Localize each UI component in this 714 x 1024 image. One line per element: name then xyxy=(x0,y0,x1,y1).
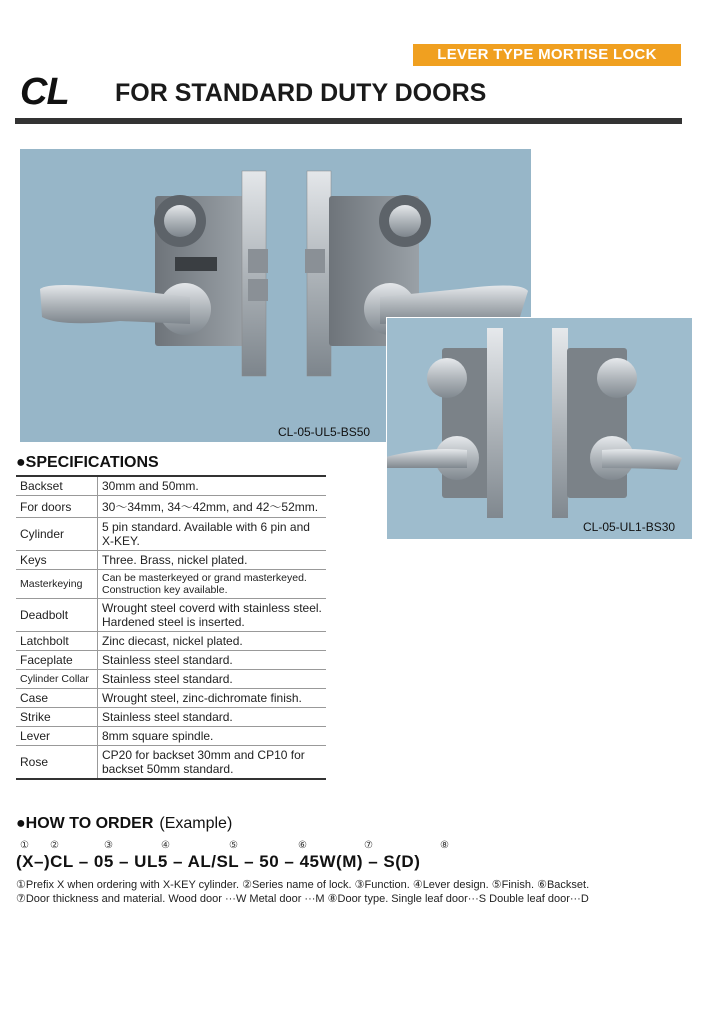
spec-row xyxy=(16,496,326,518)
series-logo: CL xyxy=(20,71,69,113)
spec-row xyxy=(16,632,326,651)
spec-value: Stainless steel standard. xyxy=(98,651,327,670)
spec-key: Case xyxy=(16,689,98,708)
spec-value: Wrought steel, zinc-dichromate finish. xyxy=(98,689,327,708)
spec-value: 30～34mm, 34～42mm, and 42～52mm. xyxy=(98,496,327,518)
how-to-order-heading xyxy=(16,815,232,833)
spec-row xyxy=(16,670,326,689)
spec-key: For doors xyxy=(16,496,98,518)
spec-row xyxy=(16,476,326,496)
position-number: ⑧ xyxy=(440,840,449,851)
spec-key: Cylinder Collar xyxy=(16,670,98,689)
spec-value: 5 pin standard. Available with 6 pin and X-KEY. xyxy=(98,518,327,551)
how-to-order-title: ●HOW TO ORDER xyxy=(16,815,154,832)
spec-key: Strike xyxy=(16,708,98,727)
example-label: (Example) xyxy=(159,815,233,832)
position-number: ④ xyxy=(161,840,170,851)
spec-row xyxy=(16,599,326,632)
spec-value: CP20 for backset 30mm and CP10 for backset 50mm standard. xyxy=(98,746,327,780)
photo-caption-large: CL-05-UL5-BS50 xyxy=(278,425,371,439)
photo-caption-small: CL-05-UL1-BS30 xyxy=(583,520,676,534)
spec-key: Keys xyxy=(16,551,98,570)
position-number: ⑤ xyxy=(229,840,238,851)
spec-value: 30mm and 50mm. xyxy=(98,476,327,496)
order-code-example: (X–)CL – 05 – UL5 – AL/SL – 50 – 45W(M) – S(D) xyxy=(16,852,421,871)
order-code-legend-line1: ①Prefix X when ordering with X-KEY cylinder. ②Series name of lock. ③Function. ④Lever design. ⑤Finish. ⑥Backset. xyxy=(16,879,590,891)
spec-value: 8mm square spindle. xyxy=(98,727,327,746)
spec-key: Cylinder xyxy=(16,518,98,551)
spec-value: Stainless steel standard. xyxy=(98,670,327,689)
position-number: ③ xyxy=(104,840,113,851)
lock-illustration-pair-small xyxy=(387,318,692,539)
spec-key: Masterkeying xyxy=(16,570,98,599)
page-title: FOR STANDARD DUTY DOORS xyxy=(115,79,487,107)
spec-row xyxy=(16,689,326,708)
spec-key: Faceplate xyxy=(16,651,98,670)
spec-key: Rose xyxy=(16,746,98,780)
order-code-legend-line2: ⑦Door thickness and material. Wood door ···W Metal door ···M ⑧Door type. Single leaf door···S Double leaf door···D xyxy=(16,893,589,905)
spec-key: Latchbolt xyxy=(16,632,98,651)
spec-row xyxy=(16,727,326,746)
spec-row xyxy=(16,746,326,780)
spec-row xyxy=(16,570,326,599)
position-number: ⑦ xyxy=(364,840,373,851)
spec-value: Zinc diecast, nickel plated. xyxy=(98,632,327,651)
spec-value: Stainless steel standard. xyxy=(98,708,327,727)
order-code-position-numbers xyxy=(16,840,706,852)
spec-value: Wrought steel coverd with stainless steel. Hardened steel is inserted. xyxy=(98,599,327,632)
position-number: ② xyxy=(50,840,59,851)
specifications-heading: ●SPECIFICATIONS xyxy=(16,454,159,471)
spec-value: Three. Brass, nickel plated. xyxy=(98,551,327,570)
spec-row xyxy=(16,651,326,670)
spec-row xyxy=(16,518,326,551)
position-number: ⑥ xyxy=(298,840,307,851)
position-number: ① xyxy=(20,840,29,851)
spec-key: Backset xyxy=(16,476,98,496)
spec-value: Can be masterkeyed or grand masterkeyed. Construction key available. xyxy=(98,570,327,599)
spec-row xyxy=(16,708,326,727)
title-divider xyxy=(15,118,682,124)
spec-row xyxy=(16,551,326,570)
spec-key: Lever xyxy=(16,727,98,746)
spec-key: Deadbolt xyxy=(16,599,98,632)
product-category-badge: LEVER TYPE MORTISE LOCK xyxy=(413,44,681,66)
product-photo-small xyxy=(386,317,693,540)
specifications-table xyxy=(16,475,326,780)
